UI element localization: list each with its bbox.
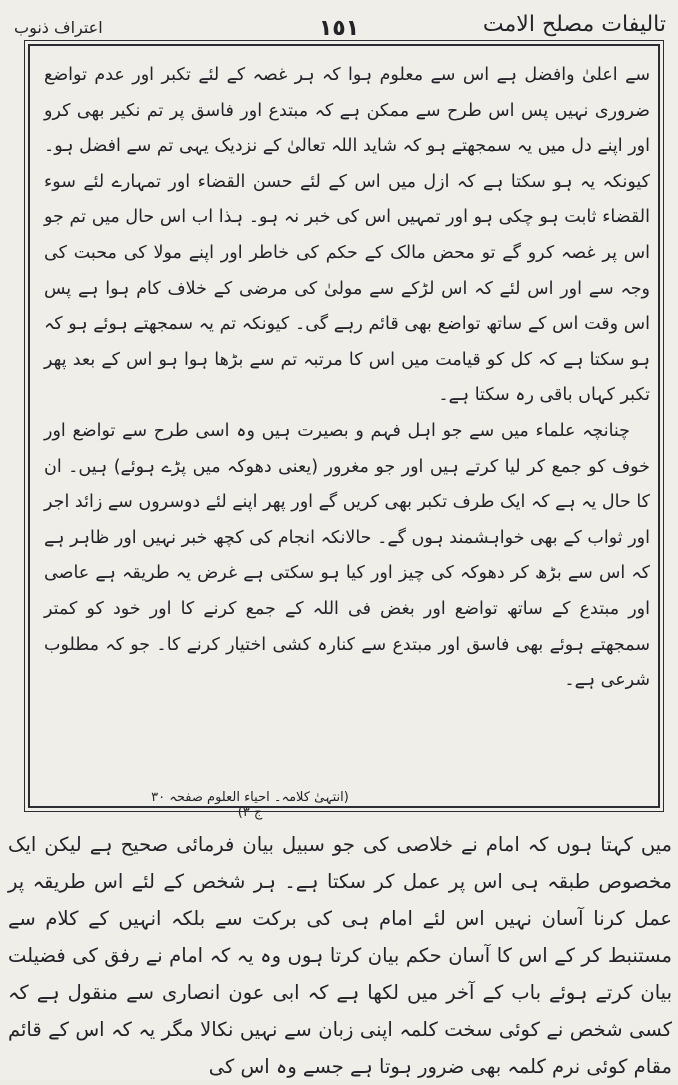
quote-paragraph-2: چنانچہ علماء میں سے جو اہل فہم و بصیرت ہیں وہ اسی طرح سے تواضع اور خوف کو جمع کر لیا کرتے ہیں اور جو مغرور (یعنی دھوکہ میں پڑے ہوئے) ہیں۔ ان کا حال یہ ہے کہ ایک طرف تکبر بھی کریں گے اور پھر اپنے لئے دوسروں سے زائد اجر اور ثواب کے بھی خواہشمند ہوں گے۔ حالانکہ انجام کی کچھ خبر نہیں اور ظاہر ہے کہ اس سے بڑھ کر دھوکہ کی چیز اور کیا ہو سکتی ہے غرض یہ طریقہ ہے عاصی اور مبتدع کے ساتھ تواضع اور بغض فی اللہ کے جمع کرنے کا اور خود کو کمتر سمجھتے ہوئے بھی فاسق اور مبتدع سے کنارہ کشی اختیار کرنے کا۔ جو کہ مطلوب شرعی ہے۔ [44,420,650,691]
running-title-left: اعتراف ذنوب [14,18,103,37]
commentary-text [8,826,672,1085]
quote-paragraph-1: سے اعلیٰ وافضل ہے اس سے معلوم ہوا کہ ہر غصہ کے لئے تکبر اور عدم تواضع ضروری نہیں پس اس طرح سے ممکن ہے کہ مبتدع اور فاسق پر تم نکیر بھی کرو اور اپنے دل میں یہ سمجھتے ہو کہ شاید اللہ تعالیٰ کے نزدیک یہی تم سے افضل ہو۔ کیونکہ یہ ہو سکتا ہے کہ ازل میں اس کے لئے حسن القضاء اور تمہارے لئے سوء القضاء ثابت ہو چکی ہو اور تمہیں اس کی خبر نہ ہو۔ ہذا اب اس حال میں تم جو اس پر غصہ کرو گے تو محض مالک کے حکم کی خاطر اور اپنے مولا کی محبت کی وجہ سے اور اس لئے کہ اس لڑکے سے مولیٰ کی مرضی کے خلاف کام ہوا ہے پس اس وقت اس کے ساتھ تواضع بھی قائم رہے گی۔ کیونکہ تم یہ سمجھتے ہوئے ہو کہ ہو سکتا ہے کہ کل کو قیامت میں اس کا مرتبہ تم سے بڑھا ہوا ہو اس کے بعد پھر تکبر کہاں باقی رہ سکتا ہے۔ [44,65,650,406]
page-header [10,4,668,44]
running-title-right: تالیفات مصلح الامت [482,12,666,37]
citation: (انتہیٰ کلامہ۔ احیاء العلوم صفحہ ۳۰ ج ۳) [151,790,349,820]
commentary-paragraph-1: میں کہتا ہوں کہ امام نے خلاصی کی جو سبیل بیان فرمائی صحیح ہے لیکن ایک مخصوص طبقہ ہی اس پر عمل کر سکتا ہے۔ ہر شخص کے لئے اس طریقہ پر عمل کرنا آسان نہیں اس لئے امام ہی کی برکت سے بلکہ انہیں کے کلام سے مستنبط کر کے اس کا آسان حکم بیان کرتا ہوں وہ یہ کہ امام نے رفق کی فضیلت بیان کرتے ہوئے باب کے آخر میں لکھا ہے کہ ابی عون انصاری سے منقول ہے کہ کسی شخص نے کوئی سخت کلمہ اپنی زبان سے نہیں نکالا مگر یہ کہ اس کے قائم مقام کوئی نرم کلمہ بھی ضرور ہوتا ہے جسے وہ اس کی [8,833,672,1078]
page-number: ١٥١ [318,16,360,41]
quoted-text [44,58,650,699]
